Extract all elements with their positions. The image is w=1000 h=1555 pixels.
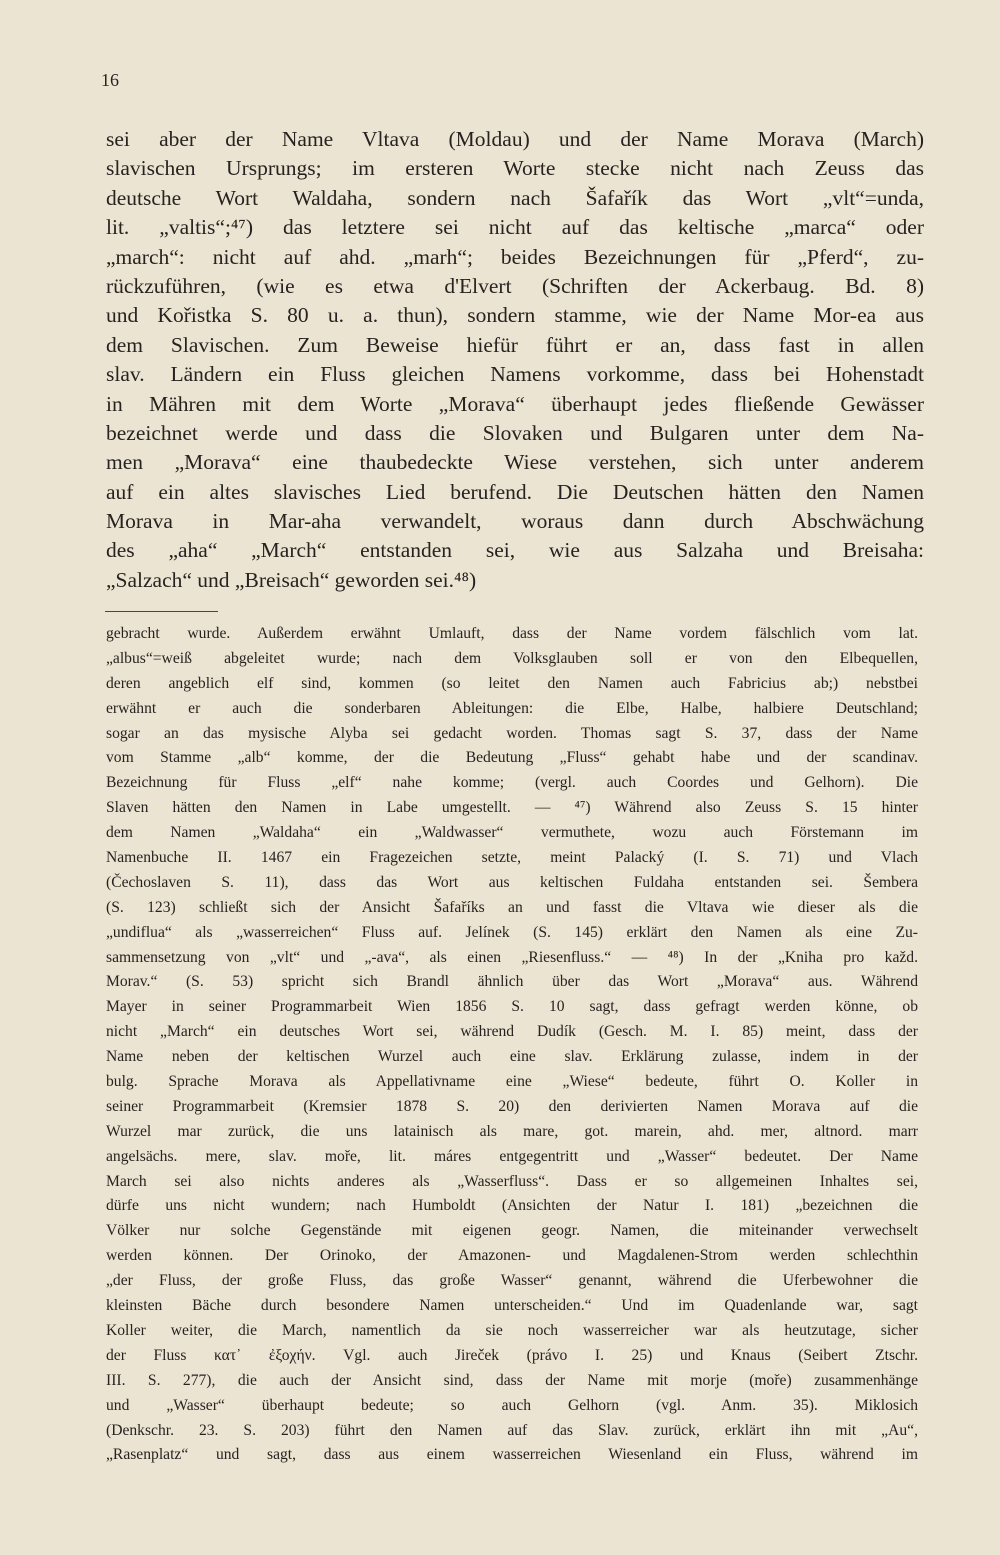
footnote-line: Völker nur solche Gegenstände mit eigenen geogr. Namen, die miteinander verwechselt	[106, 1222, 918, 1240]
footnote-line: erwähnt er auch die sonderbaren Ableitungen: die Elbe, Halbe, halbiere Deutschland;	[106, 699, 918, 717]
main-text-line: sei aber der Name Vltava (Moldau) und der Name Morava (March)	[106, 127, 924, 151]
footnote-line: Slaven hätten den Namen in Labe umgestellt. — ⁴⁷) Während also Zeuss S. 15 hinter	[106, 799, 918, 817]
footnote-line: kleinsten Bäche durch besondere Namen unterscheiden.“ Und im Quadenlande war, sagt	[106, 1297, 918, 1315]
footnote-line: „undiflua“ als „wasserreichen“ Fluss auf. Jelínek (S. 145) erklärt den Namen als eine Zu-	[106, 923, 918, 941]
main-text-line: Morava in Mar-aha verwandelt, woraus dann durch Abschwächung	[106, 509, 924, 534]
footnote-separator	[105, 611, 218, 612]
footnote-line: vom Stamme „alb“ komme, der die Bedeutung „Fluss“ gehabt habe und der scandinav.	[106, 749, 918, 767]
footnote-line: dürfe uns nicht wundern; nach Humboldt (Ansichten der Natur I. 181) „bezeichnen die	[106, 1197, 918, 1215]
footnote-line: Name neben der keltischen Wurzel auch eine slav. Erklärung zulasse, indem in der	[106, 1048, 918, 1066]
main-text-block	[106, 125, 924, 595]
main-text-line: slavischen Ursprungs; im ersteren Worte stecke nicht nach Zeuss das	[106, 156, 924, 181]
main-text-line: in Mähren mit dem Worte „Morava“ überhaupt jedes fließende Gewässer	[106, 391, 924, 416]
footnote-line: (S. 123) schließt sich der Ansicht Šafaříks an und fasst die Vltava wie dieser als die	[106, 898, 918, 916]
footnote-line: (Denkschr. 23. S. 203) führt den Namen auf das Slav. zurück, erklärt ihn mit „Au“,	[106, 1421, 918, 1439]
main-text-line: rückzuführen, (wie es etwa d'Elvert (Schriften der Ackerbaug. Bd. 8)	[106, 273, 924, 298]
footnote-line: March sei also nichts anderes als „Wasserfluss“. Dass er so allgemeinen Inhaltes sei,	[106, 1172, 918, 1190]
footnote-line: dem Namen „Waldaha“ ein „Waldwasser“ vermuthete, wozu auch Förstemann im	[106, 824, 918, 842]
footnote-line: seiner Programmarbeit (Kremsier 1878 S. 20) den derivierten Namen Morava auf die	[106, 1097, 918, 1115]
footnote-line: (Čechoslaven S. 11), dass das Wort aus keltischen Fuldaha entstanden sei. Šembera	[106, 873, 918, 891]
footnote-line: angelsächs. mere, slav. moře, lit. máres entgegentritt und „Wasser“ bedeutet. Der Name	[106, 1147, 918, 1165]
footnote-line: bulg. Sprache Morava als Appellativname eine „Wiese“ bedeute, führt O. Koller in	[106, 1073, 918, 1091]
footnote-line: Mayer in seiner Programmarbeit Wien 1856 S. 10 sagt, dass gefragt werden könne, ob	[106, 998, 918, 1016]
main-text-line: bezeichnet werde und dass die Slovaken und Bulgaren unter dem Na-	[106, 420, 924, 445]
footnote-line: „Rasenplatz“ und sagt, dass aus einem wasserreichen Wiesenland ein Fluss, während im	[106, 1446, 918, 1464]
footnote-line: Koller weiter, die March, namentlich da sie noch wasserreicher war als heutzutage, sicher	[106, 1321, 918, 1339]
main-text-line: „march“: nicht auf ahd. „marh“; beides Bezeichnungen für „Pferd“, zu-	[106, 244, 924, 269]
footnote-line: deren angeblich elf sind, kommen (so leitet den Namen auch Fabricius ab;) nebstbei	[106, 674, 918, 692]
main-text-line: und Kořistka S. 80 u. a. thun), sondern stamme, wie der Name Mor-ea aus	[106, 303, 924, 328]
footnote-line: „der Fluss, der große Fluss, das große Wasser“ genannt, während die Uferbewohner die	[106, 1272, 918, 1290]
footnote-line: gebracht wurde. Außerdem erwähnt Umlauft, dass der Name vordem fälschlich vom lat.	[106, 625, 918, 642]
main-text-line: auf ein altes slavisches Lied berufend. Die Deutschen hätten den Namen	[106, 479, 924, 504]
footnote-line: der Fluss κατ᾽ ἐξοχήν. Vgl. auch Jireček (právo I. 25) und Knaus (Seibert Ztschr.	[106, 1346, 918, 1364]
footnote-line: Morav.“ (S. 53) spricht sich Brandl ähnlich über das Wort „Morava“ aus. Während	[106, 973, 918, 991]
main-text-line: men „Morava“ eine thaubedeckte Wiese verstehen, sich unter anderem	[106, 450, 924, 475]
page-number: 16	[101, 70, 119, 90]
footnote-line: „albus“=weiß abgeleitet wurde; nach dem Volksglauben soll er von den Elbequellen,	[106, 649, 918, 667]
footnote-line: und „Wasser“ überhaupt bedeute; so auch Gelhorn (vgl. Anm. 35). Miklosich	[106, 1396, 918, 1414]
footnote-line: nicht „March“ ein deutsches Wort sei, während Dudík (Gesch. M. I. 85) meint, dass der	[106, 1023, 918, 1041]
footnote-line: Bezeichnung für Fluss „elf“ nahe komme; (vergl. auch Coordes und Gelhorn). Die	[106, 774, 918, 792]
main-text-line: deutsche Wort Waldaha, sondern nach Šafařík das Wort „vlt“=unda,	[106, 185, 924, 210]
main-text-line: dem Slavischen. Zum Beweise hiefür führt er an, dass fast in allen	[106, 332, 924, 357]
footnotes-block	[106, 622, 918, 1468]
footnote-line: Wurzel mar zurück, die uns latainisch als mare, got. marein, ahd. mer, altnord. marr	[106, 1122, 918, 1140]
footnote-line: III. S. 277), die auch der Ansicht sind, dass der Name mit morje (moře) zusammenhänge	[106, 1371, 918, 1389]
main-text-line: slav. Ländern ein Fluss gleichen Namens vorkomme, dass bei Hohenstadt	[106, 362, 924, 387]
footnote-line: sogar an das mysische Alyba sei gedacht worden. Thomas sagt S. 37, dass der Name	[106, 724, 918, 742]
main-text-line: des „aha“ „March“ entstanden sei, wie aus Salzaha und Breisaha:	[106, 538, 924, 563]
footnote-line: sammensetzung von „vlt“ und „-ava“, als einen „Riesenfluss.“ — ⁴⁸) In der „Kniha pro každ.	[106, 948, 918, 966]
main-text-line: „Salzach“ und „Breisach“ geworden sei.⁴⁸)	[106, 567, 477, 592]
footnote-line: werden können. Der Orinoko, der Amazonen- und Magdalenen-Strom werden schlechthin	[106, 1247, 918, 1265]
main-text-line: lit. „valtis“;⁴⁷) das letztere sei nicht auf das keltische „marca“ oder	[106, 215, 924, 240]
footnote-line: Namenbuche II. 1467 ein Fragezeichen setzte, meint Palacký (I. S. 71) und Vlach	[106, 849, 918, 867]
